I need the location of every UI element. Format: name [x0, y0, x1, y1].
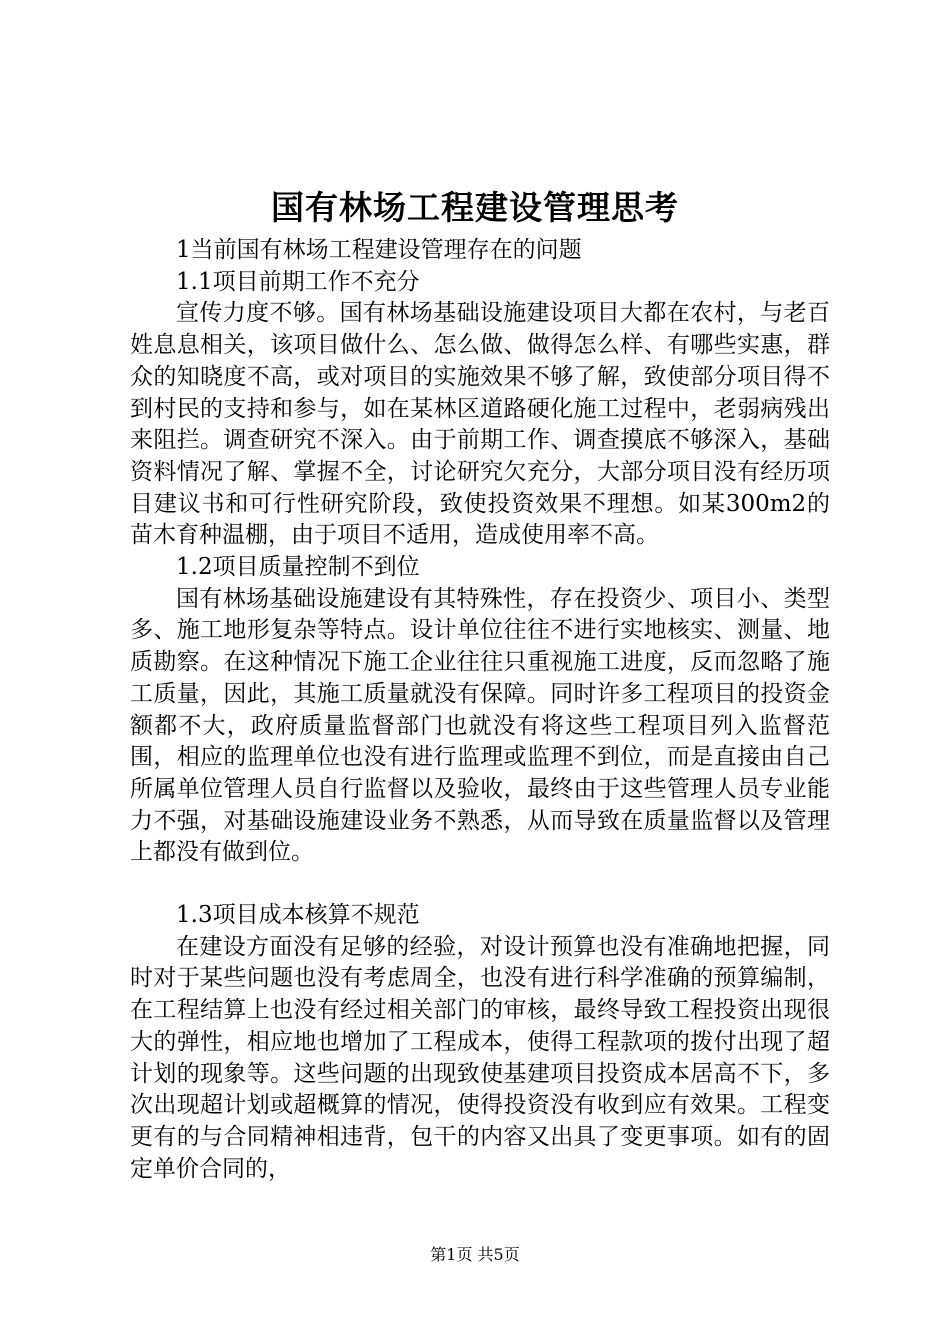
section-heading-1-1: 1.1项目前期工作不充分	[176, 268, 420, 295]
paragraph-1-1: 宣传力度不够。国有林场基础设施建设项目大都在农村，与老百姓息息相关，该项目做什么、怎么做、做得怎么样、有哪些实惠，群众的知晓度不高，或对项目的实施效果不够了解，致使部分项目得不到村民的支持和参与，如在某林区道路硬化施工过程中，老弱病残出来阻拦。调查研究不深入。由于前期工作、调查摸底不够深入，基础资料情况了解、掌握不全，讨论研究欠充分，大部分项目没有经历项目建议书和可行性研究阶段，致使投资效果不理想。如某300m2的苗木育种温棚，由于项目不适用，造成使用率不高。	[130, 300, 830, 549]
section-heading-1: 1当前国有林场工程建设管理存在的问题	[176, 237, 582, 263]
document-body	[130, 235, 830, 1185]
page-footer: 第1页 共5页	[430, 1245, 520, 1264]
document-title: 国有林场工程建设管理思考	[271, 188, 679, 227]
section-heading-1-2: 1.2项目质量控制不到位	[176, 554, 420, 581]
paragraph-1-2: 国有林场基础设施建设有其特殊性，存在投资少、项目小、类型多、施工地形复杂等特点。设计单位往往不进行实地核实、测量、地质勘察。在这种情况下施工企业往往只重视施工进度，反而忽略了施工质量，因此，其施工质量就没有保障。同时许多工程项目的投资金额都不大，政府质量监督部门也就没有将这些工程项目列入监督范围，相应的监理单位也没有进行监理或监理不到位，而是直接由自己所属单位管理人员自行监督以及验收，最终由于这些管理人员专业能力不强，对基础设施建设业务不熟悉，从而导致在质量监督以及管理上都没有做到位。	[130, 585, 830, 866]
paragraph-1-3: 在建设方面没有足够的经验，对设计预算也没有准确地把握，同时对于某些问题也没有考虑周全，也没有进行科学准确的预算编制，在工程结算上也没有经过相关部门的审核，最终导致工程投资出现很大的弹性，相应地也增加了工程成本，使得工程款项的拨付出现了超计划的现象等。这些问题的出现致使基建项目投资成本居高不下，多次出现超计划或超概算的情况，使得投资没有收到应有效果。工程变更有的与合同精神相违背，包干的内容又出具了变更事项。如有的固定单价合同的，	[130, 933, 830, 1182]
paragraph-spacer	[130, 869, 830, 900]
section-heading-1-3: 1.3项目成本核算不规范	[176, 902, 420, 929]
